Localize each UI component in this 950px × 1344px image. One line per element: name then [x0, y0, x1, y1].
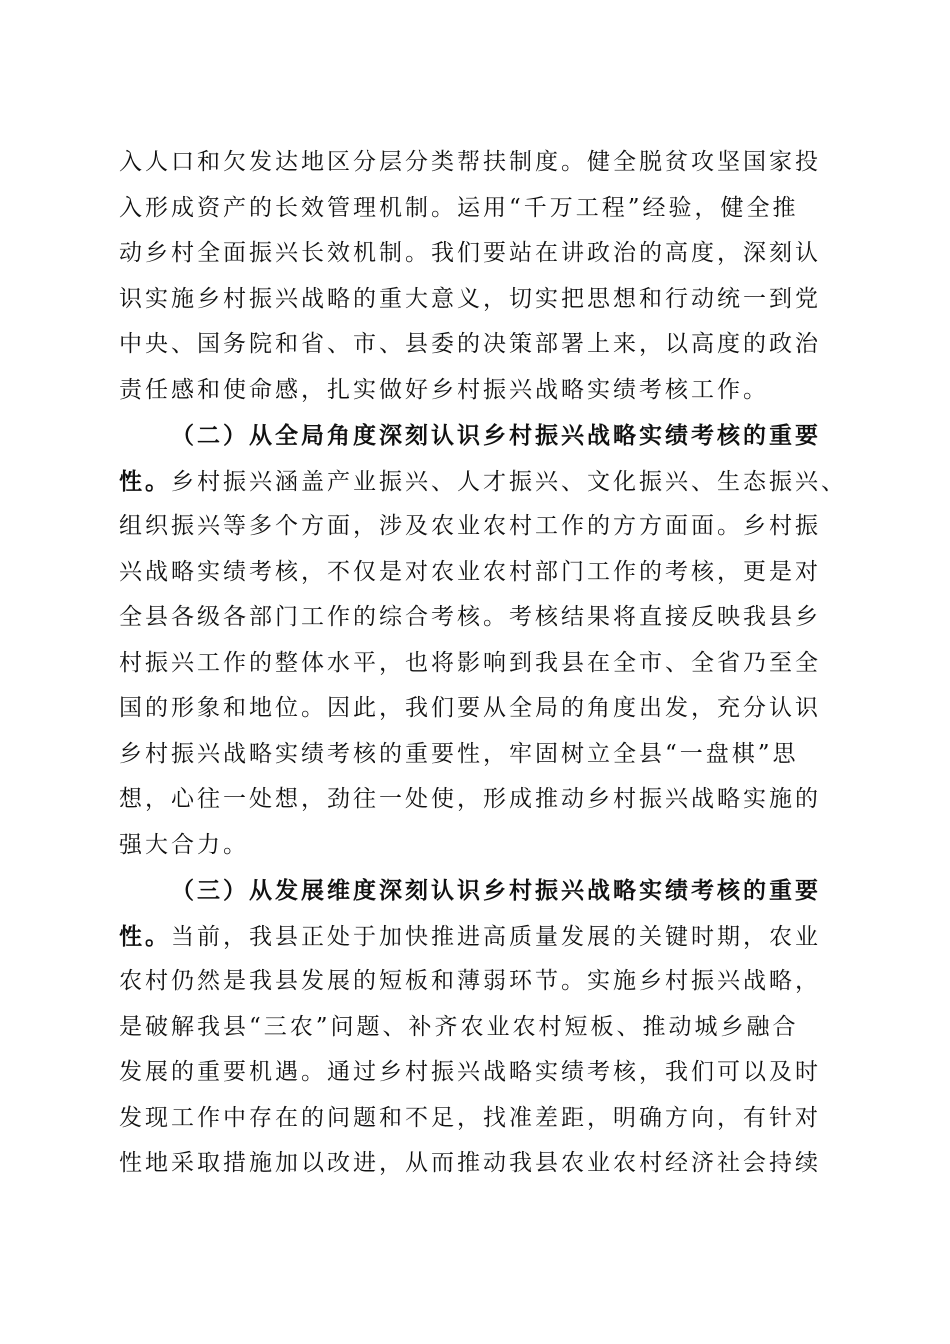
text-line: 是破解我县“三农”问题、补齐农业农村短板、推动城乡融合 — [119, 1013, 799, 1040]
section-heading-3-end: 性。 — [119, 922, 171, 950]
text-line: 动乡村全面振兴长效机制。我们要站在讲政治的高度，深刻认 — [119, 240, 821, 266]
text-line: 性地采取措施加以改进，从而推动我县农业农村经济社会持续 — [119, 1150, 821, 1176]
text-line: 入人口和欠发达地区分层分类帮扶制度。健全脱贫攻坚国家投 — [119, 149, 821, 175]
text-line: 国的形象和地位。因此，我们要从全局的角度出发，充分认识 — [119, 695, 821, 721]
text-segment: 乡村振兴涵盖产业振兴、人才振兴、文化振兴、生态振兴、 — [171, 468, 847, 495]
text-segment: 当前，我县正处于加快推进高质量发展的关键时期，农业 — [171, 923, 821, 950]
section-heading-2-end: 性。 — [119, 467, 171, 495]
text-line: 全县各级各部门工作的综合考核。考核结果将直接反映我县乡 — [119, 604, 821, 630]
text-line: 乡村振兴战略实绩考核的重要性，牢固树立全县“一盘棋”思 — [119, 740, 799, 767]
text-line: 发现工作中存在的问题和不足，找准差距，明确方向，有针对 — [119, 1104, 821, 1131]
body-text — [119, 140, 847, 1187]
text-line: 识实施乡村振兴战略的重大意义，切实把思想和行动统一到党 — [119, 285, 821, 312]
text-line: 强大合力。 — [119, 831, 249, 858]
text-line — [119, 914, 831, 960]
text-line: 发展的重要机遇。通过乡村振兴战略实绩考核，我们可以及时 — [119, 1059, 821, 1085]
text-line: 责任感和使命感，扎实做好乡村振兴战略实绩考核工作。 — [119, 376, 769, 403]
text-line: 村振兴工作的整体水平，也将影响到我县在全市、全省乃至全 — [119, 649, 821, 676]
text-line: 组织振兴等多个方面，涉及农业农村工作的方方面面。乡村振 — [119, 513, 821, 539]
text-line: 兴战略实绩考核，不仅是对农业农村部门工作的考核，更是对 — [119, 558, 821, 585]
text-line: 中央、国务院和省、市、县委的决策部署上来，以高度的政治 — [119, 331, 821, 357]
section-heading-2: （二）从全局角度深刻认识乡村振兴战略实绩考核的重要 — [171, 422, 821, 449]
text-line: 入形成资产的长效管理机制。运用“千万工程”经验，健全推 — [119, 194, 799, 221]
text-line: 农村仍然是我县发展的短板和薄弱环节。实施乡村振兴战略， — [119, 968, 821, 994]
text-line: 想，心往一处想，劲往一处使，形成推动乡村振兴战略实施的 — [119, 786, 821, 812]
section-heading-3: （三）从发展维度深刻认识乡村振兴战略实绩考核的重要 — [171, 877, 821, 904]
text-line — [119, 459, 847, 505]
